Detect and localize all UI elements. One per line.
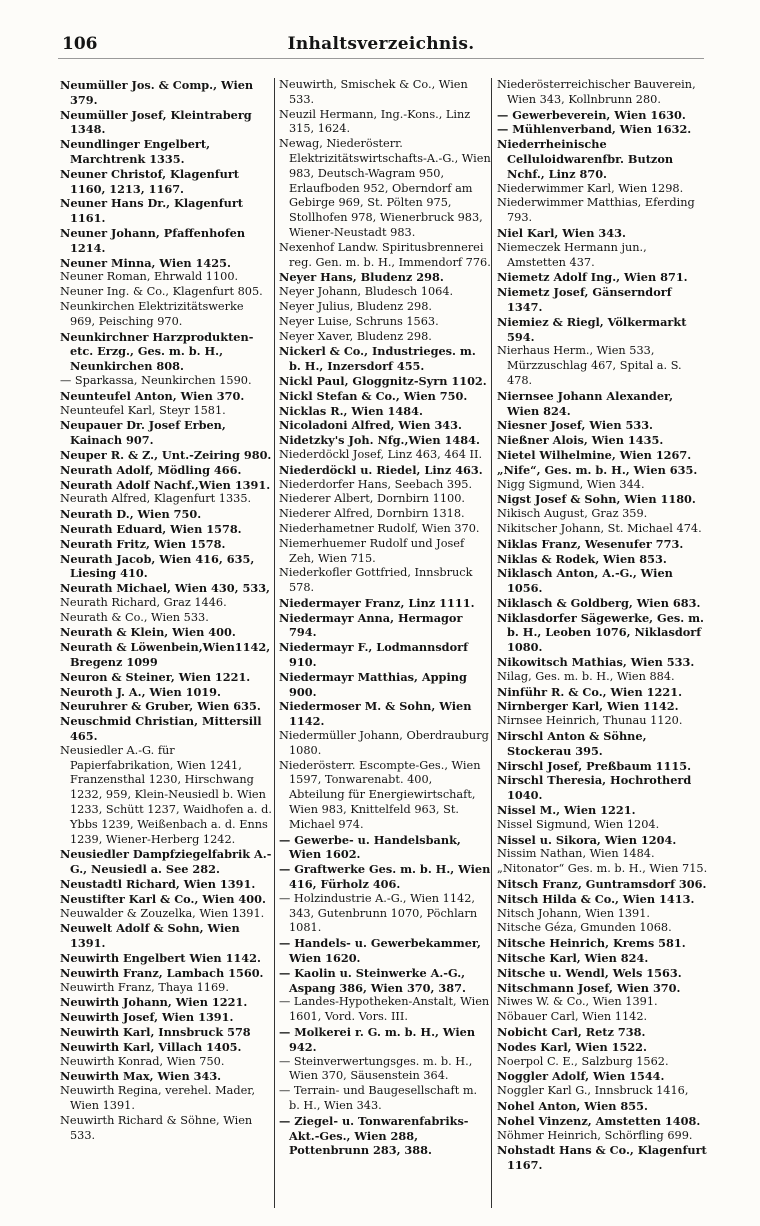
index-entry: — Gewerbe- u. Handelsbank, Wien 1602. — [279, 832, 461, 862]
page-header — [58, 34, 704, 59]
index-entry: Neyer Julius, Bludenz 298. — [279, 299, 432, 313]
index-entry: Neunteufel Anton, Wien 370. — [60, 388, 245, 403]
index-entry: Niederkofler Gottfried, Innsbruck 578. — [279, 566, 473, 595]
index-entry: Neurath Eduard, Wien 1578. — [60, 521, 242, 536]
index-entry: Nobicht Carl, Retz 738. — [497, 1025, 646, 1039]
index-entry: Nohel Anton, Wien 855. — [497, 1098, 648, 1113]
index-entry: Niederdöckl u. Riedel, Linz 463. — [279, 462, 483, 477]
index-entry: Nirnberger Karl, Wien 1142. — [497, 699, 679, 714]
index-entry: Neuwelt Adolf & Sohn, Wien 1391. — [60, 921, 240, 951]
index-entry: Niederösterreichischer Bauverein, Wien 343, Kollnbrunn 280. — [497, 78, 696, 106]
index-entry: Nissel M., Wien 1221. — [497, 803, 636, 818]
index-entry: Nitsche Heinrich, Krems 581. — [497, 936, 686, 951]
index-entry: — Holzindustrie A.-G., Wien 1142, 343, Gutenbrunn 1070, Pöchlarn 1081. — [279, 891, 478, 935]
index-entry: Neustadtl Richard, Wien 1391. — [60, 877, 256, 892]
index-entry: Nohstadt Hans & Co., Klagenfurt 1167. — [497, 1143, 707, 1173]
index-entry: Newag, Niederösterr. Elektrizitätswirtschafts-A.-G., Wien 983, Deutsch-Wagram 950, Erlaufboden 952, Oberndorf am Gebirge 969, St. Pölten 975, Stollhofen 978, Wienerbruck 983, Wiener-Neustadt 983. — [279, 137, 491, 239]
index-entry: Nitschmann Josef, Wien 370. — [497, 980, 681, 995]
index-entry: Neurath & Klein, Wien 400. — [60, 625, 236, 640]
index-entry: Niederösterr. Escompte-Ges., Wien 1597, Tonwarenabt. 400, Abteilung für Energiewirtschaft, Wien 983, Knittelfeld 963, St. Michael 974. — [279, 758, 481, 831]
index-entry: Niedermayr Anna, Hermagor 794. — [279, 610, 463, 640]
index-entry: Neuwirth Engelbert Wien 1142. — [60, 951, 261, 966]
index-entry: Neuwirth Karl, Villach 1405. — [60, 1039, 242, 1054]
index-entry: Neurath D., Wien 750. — [60, 507, 202, 522]
index-entry: Nikitscher Johann, St. Michael 474. — [497, 521, 702, 535]
index-entry: Nidetzky's Joh. Nfg.,Wien 1484. — [279, 433, 480, 448]
index-entry: Nigst Josef & Sohn, Wien 1180. — [497, 492, 696, 507]
index-entry: Neurath Adolf Nachf.,Wien 1391. — [60, 477, 271, 492]
index-entry: Neyer Xaver, Bludenz 298. — [279, 329, 432, 343]
index-entry: — Landes-Hypotheken-Anstalt, Wien 1601, Vord. Vors. III. — [279, 995, 490, 1024]
index-entry: Nilag, Ges. m. b. H., Wien 884. — [497, 669, 675, 683]
index-entry: — Terrain- und Baugesellschaft m. b. H., Wien 343. — [279, 1084, 478, 1112]
index-entry: Neuron & Steiner, Wien 1221. — [60, 669, 251, 684]
index-entry: Neuner Johann, Pfaffenhofen 1214. — [60, 225, 246, 255]
index-entry: Neuwirth Franz, Thaya 1169. — [60, 980, 229, 994]
index-entry: Neurath Richard, Graz 1446. — [60, 595, 227, 609]
index-entry: Nirnsee Heinrich, Thunau 1120. — [497, 714, 683, 728]
index-entry: Neuwirth Konrad, Wien 750. — [60, 1054, 225, 1068]
index-entry: Neuschmid Christian, Mittersill 465. — [60, 714, 262, 744]
index-entry: „Nife“, Ges. m. b. H., Wien 635. — [497, 462, 698, 477]
index-entry: „Nitonator“ Ges. m. b. H., Wien 715. — [497, 862, 708, 876]
index-entry: Neuner Hans Dr., Klagenfurt 1161. — [60, 196, 243, 226]
index-entry: Neunkirchen Elektrizitätswerke 969, Peisching 970. — [60, 299, 244, 328]
index-entry: — Gewerbeverein, Wien 1630. — [497, 107, 686, 122]
index-entry: — Ziegel- u. Tonwarenfabriks-Akt.-Ges., Wien 288, Pottenbrunn 283, 388. — [279, 1113, 469, 1158]
index-entry: Niederer Albert, Dornbirn 1100. — [279, 492, 465, 506]
index-entry: Neurath Adolf, Mödling 466. — [60, 462, 242, 477]
index-entry: — Sparkassa, Neunkirchen 1590. — [60, 373, 252, 387]
index-entry: Nodes Karl, Wien 1522. — [497, 1039, 647, 1054]
index-entry: Nietel Wilhelmine, Wien 1267. — [497, 447, 692, 462]
index-entry: Niklasch Anton, A.-G., Wien 1056. — [497, 566, 673, 596]
index-entry: Niemeczek Hermann jun., Amstetten 437. — [497, 240, 647, 269]
index-entry: Niederer Alfred, Dornbirn 1318. — [279, 507, 465, 521]
index-entry: Niedermüller Johann, Oberdrauburg 1080. — [279, 729, 489, 757]
index-entry: Neuwirth, Smischek & Co., Wien 533. — [279, 78, 468, 106]
index-entry: Niedermayer Franz, Linz 1111. — [279, 595, 475, 610]
index-entry: Nirschl Theresia, Hochrotherd 1040. — [497, 773, 692, 803]
index-entry: Neyer Hans, Bludenz 298. — [279, 270, 444, 285]
index-entry: Niemetz Josef, Gänserndorf 1347. — [497, 285, 672, 314]
page-number: 106 — [62, 34, 98, 54]
index-entry: Neustifter Karl & Co., Wien 400. — [60, 891, 266, 906]
index-entry: Nohel Vinzenz, Amstetten 1408. — [497, 1113, 701, 1128]
index-entry: — Mühlenverband, Wien 1632. — [497, 122, 692, 137]
index-entry: Nitsche u. Wendl, Wels 1563. — [497, 965, 682, 980]
index-entry: Neuner Ing. & Co., Klagenfurt 805. — [60, 285, 263, 299]
index-entry: — Molkerei r. G. m. b. H., Wien 942. — [279, 1025, 476, 1054]
index-entry: Niklasdorfer Sägewerke, Ges. m. b. H., Leoben 1076, Niklasdorf 1080. — [497, 610, 704, 655]
index-entry: Neusiedler A.-G. für Papierfabrikation, Wien 1241, Franzensthal 1230, Hirschwang 1232, 959, Klein-Neusiedl b. Wien 1233, Schütt 1237, Waidhofen a. d. Ybbs 1239, Weißenbach a. d. Enns 1239, Wiener-Herberg 1242. — [60, 743, 272, 846]
index-entry: Nicklas R., Wien 1484. — [279, 403, 423, 418]
index-entry: Neurath & Co., Wien 533. — [60, 610, 209, 624]
index-entry: Nissel u. Sikora, Wien 1204. — [497, 832, 677, 847]
index-entry: — Steinverwertungsges. m. b. H., Wien 370, Säusenstein 364. — [279, 1054, 473, 1083]
index-entry: Neurath Alfred, Klagenfurt 1335. — [60, 492, 252, 506]
index-entry: Nitsche Géza, Gmunden 1068. — [497, 921, 672, 935]
index-entry: Neuzil Hermann, Ing.-Kons., Linz 315, 1624. — [279, 107, 471, 136]
index-entry: Niwes W. & Co., Wien 1391. — [497, 995, 658, 1009]
index-entry: Nöhmer Heinrich, Schörfling 699. — [497, 1128, 693, 1142]
index-entry: Nirschl Josef, Preßbaum 1115. — [497, 758, 692, 773]
index-entry: Neumüller Josef, Kleintraberg 1348. — [60, 107, 252, 137]
index-entry: Neurath & Löwenbein,Wien1142, Bregenz 1099 — [60, 640, 271, 670]
index-entry: Noerpol C. E., Salzburg 1562. — [497, 1054, 669, 1068]
index-entry: Neundlinger Engelbert, Marchtrenk 1335. — [60, 137, 210, 166]
index-entry: — Graftwerke Ges. m. b. H., Wien 416, Fürholz 406. — [279, 862, 491, 892]
index-entry: Niemetz Adolf Ing., Wien 871. — [497, 270, 688, 285]
index-entry: Niederhametner Rudolf, Wien 370. — [279, 521, 480, 535]
index-entry: Niedermayr Matthias, Apping 900. — [279, 669, 467, 699]
index-entry: Nicoladoni Alfred, Wien 343. — [279, 418, 462, 433]
index-entry: Niederwimmer Karl, Wien 1298. — [497, 181, 684, 195]
index-entry: Neuruhrer & Gruber, Wien 635. — [60, 699, 261, 714]
index-entry: Nigg Sigmund, Wien 344. — [497, 477, 645, 491]
index-entry: Neurath Michael, Wien 430, 533, — [60, 581, 270, 596]
index-entry: Niklas Franz, Wesenufer 773. — [497, 536, 684, 551]
index-entry: Nickl Stefan & Co., Wien 750. — [279, 388, 468, 403]
index-entry: Nirschl Anton & Söhne, Stockerau 395. — [497, 729, 647, 758]
column-divider — [491, 78, 492, 1208]
index-entry: Niemiez & Riegl, Völkermarkt 594. — [497, 314, 687, 344]
index-entry: Neuner Roman, Ehrwald 1100. — [60, 270, 239, 284]
index-entry: Ninführ R. & Co., Wien 1221. — [497, 684, 683, 699]
index-entry: Neumüller Jos. & Comp., Wien 379. — [60, 78, 254, 107]
column-divider — [274, 78, 275, 1208]
index-entry: Neupauer Dr. Josef Erben, Kainach 907. — [60, 418, 226, 448]
index-entry: Neuwirth Richard & Söhne, Wien 533. — [60, 1113, 253, 1142]
index-entry: Neunkirchner Harzprodukten- etc. Erzg., Ges. m. b. H., Neunkirchen 808. — [60, 329, 254, 374]
index-entry: Niesner Josef, Wien 533. — [497, 418, 653, 433]
index-entry: Neuwirth Josef, Wien 1391. — [60, 1010, 234, 1025]
index-entry: Nitsch Hilda & Co., Wien 1413. — [497, 891, 695, 906]
index-entry: Nexenhof Landw. Spiritusbrennerei reg. Gen. m. b. H., Immendorf 776. — [279, 240, 491, 269]
index-entry: Nissel Sigmund, Wien 1204. — [497, 817, 660, 831]
index-entry: Niklasch & Goldberg, Wien 683. — [497, 595, 701, 610]
index-entry: Neuner Minna, Wien 1425. — [60, 255, 231, 270]
index-entry: Neyer Johann, Bludesch 1064. — [279, 285, 454, 299]
index-entry: Nikisch August, Graz 359. — [497, 507, 648, 521]
index-entry: Niederdorfer Hans, Seebach 395. — [279, 477, 473, 491]
index-entry: Nitsch Johann, Wien 1391. — [497, 906, 651, 920]
index-entry: Neuwalder & Zouzelka, Wien 1391. — [60, 906, 265, 920]
index-entry: Niel Karl, Wien 343. — [497, 225, 626, 240]
index-entry: Nierhaus Herm., Wien 533, Mürzzuschlag 467, Spital a. S. 478. — [497, 344, 682, 387]
page-title: Inhaltsverzeichnis. — [287, 34, 475, 54]
index-column-middle — [279, 78, 491, 1218]
index-entry: Neuwirth Max, Wien 343. — [60, 1069, 222, 1084]
index-column-right — [497, 78, 709, 1218]
index-entry: Niederrheinische Celluloidwarenfbr. Butzon Nchf., Linz 870. — [497, 137, 674, 181]
index-entry: Neuroth J. A., Wien 1019. — [60, 684, 221, 699]
index-entry: Neuper R. & Z., Unt.-Zeiring 980. — [60, 447, 272, 462]
index-entry: Neuwirth Regina, verehel. Mader, Wien 1391. — [60, 1084, 256, 1112]
index-entry: Niernsee Johann Alexander, Wien 824. — [497, 388, 674, 418]
index-entry: Noggler Adolf, Wien 1544. — [497, 1069, 665, 1084]
index-entry: Niemerhuemer Rudolf und Josef Zeh, Wien 715. — [279, 536, 465, 565]
index-entry: Neuwirth Franz, Lambach 1560. — [60, 965, 264, 980]
index-entry: Niederwimmer Matthias, Eferding 793. — [497, 196, 695, 225]
index-entry: Neuner Christof, Klagenfurt 1160, 1213, 1167. — [60, 166, 240, 196]
index-entry: Nießner Alois, Wien 1435. — [497, 433, 664, 448]
index-entry: — Kaolin u. Steinwerke A.-G., Aspang 386, Wien 370, 387. — [279, 965, 466, 995]
index-entry: Nissim Nathan, Wien 1484. — [497, 847, 655, 861]
index-entry: Neuwirth Karl, Innsbruck 578 — [60, 1025, 251, 1039]
index-entry: Neyer Luise, Schruns 1563. — [279, 314, 439, 328]
index-entry: Noggler Karl G., Innsbruck 1416, — [497, 1084, 689, 1098]
index-entry: Niedermayr F., Lodmannsdorf 910. — [279, 640, 468, 670]
index-entry: Niklas & Rodek, Wien 853. — [497, 551, 667, 566]
index-entry: Neurath Jacob, Wien 416, 635, Liesing 410. — [60, 551, 255, 581]
index-entry: — Handels- u. Gewerbekammer, Wien 1620. — [279, 936, 481, 966]
index-entry: Nickerl & Co., Industrieges. m. b. H., Inzersdorf 455. — [279, 344, 476, 374]
index-entry: Niedermoser M. & Sohn, Wien 1142. — [279, 699, 472, 729]
index-entry: Nikowitsch Mathias, Wien 533. — [497, 655, 695, 670]
index-entry: Niederdöckl Josef, Linz 463, 464 II. — [279, 447, 483, 461]
index-entry: Nitsch Franz, Guntramsdorf 306. — [497, 877, 707, 892]
index-entry: Neunteufel Karl, Steyr 1581. — [60, 403, 226, 417]
index-entry: Neuwirth Johann, Wien 1221. — [60, 995, 248, 1010]
index-entry: Neurath Fritz, Wien 1578. — [60, 536, 226, 551]
index-column-left — [60, 78, 272, 1218]
index-entry: Neusiedler Dampfziegelfabrik A.-G., Neusiedl a. See 282. — [60, 847, 272, 877]
index-entry: Nickl Paul, Gloggnitz-Syrn 1102. — [279, 373, 487, 388]
index-entry: Nitsche Karl, Wien 824. — [497, 951, 649, 966]
index-entry: Nöbauer Carl, Wien 1142. — [497, 1010, 648, 1024]
